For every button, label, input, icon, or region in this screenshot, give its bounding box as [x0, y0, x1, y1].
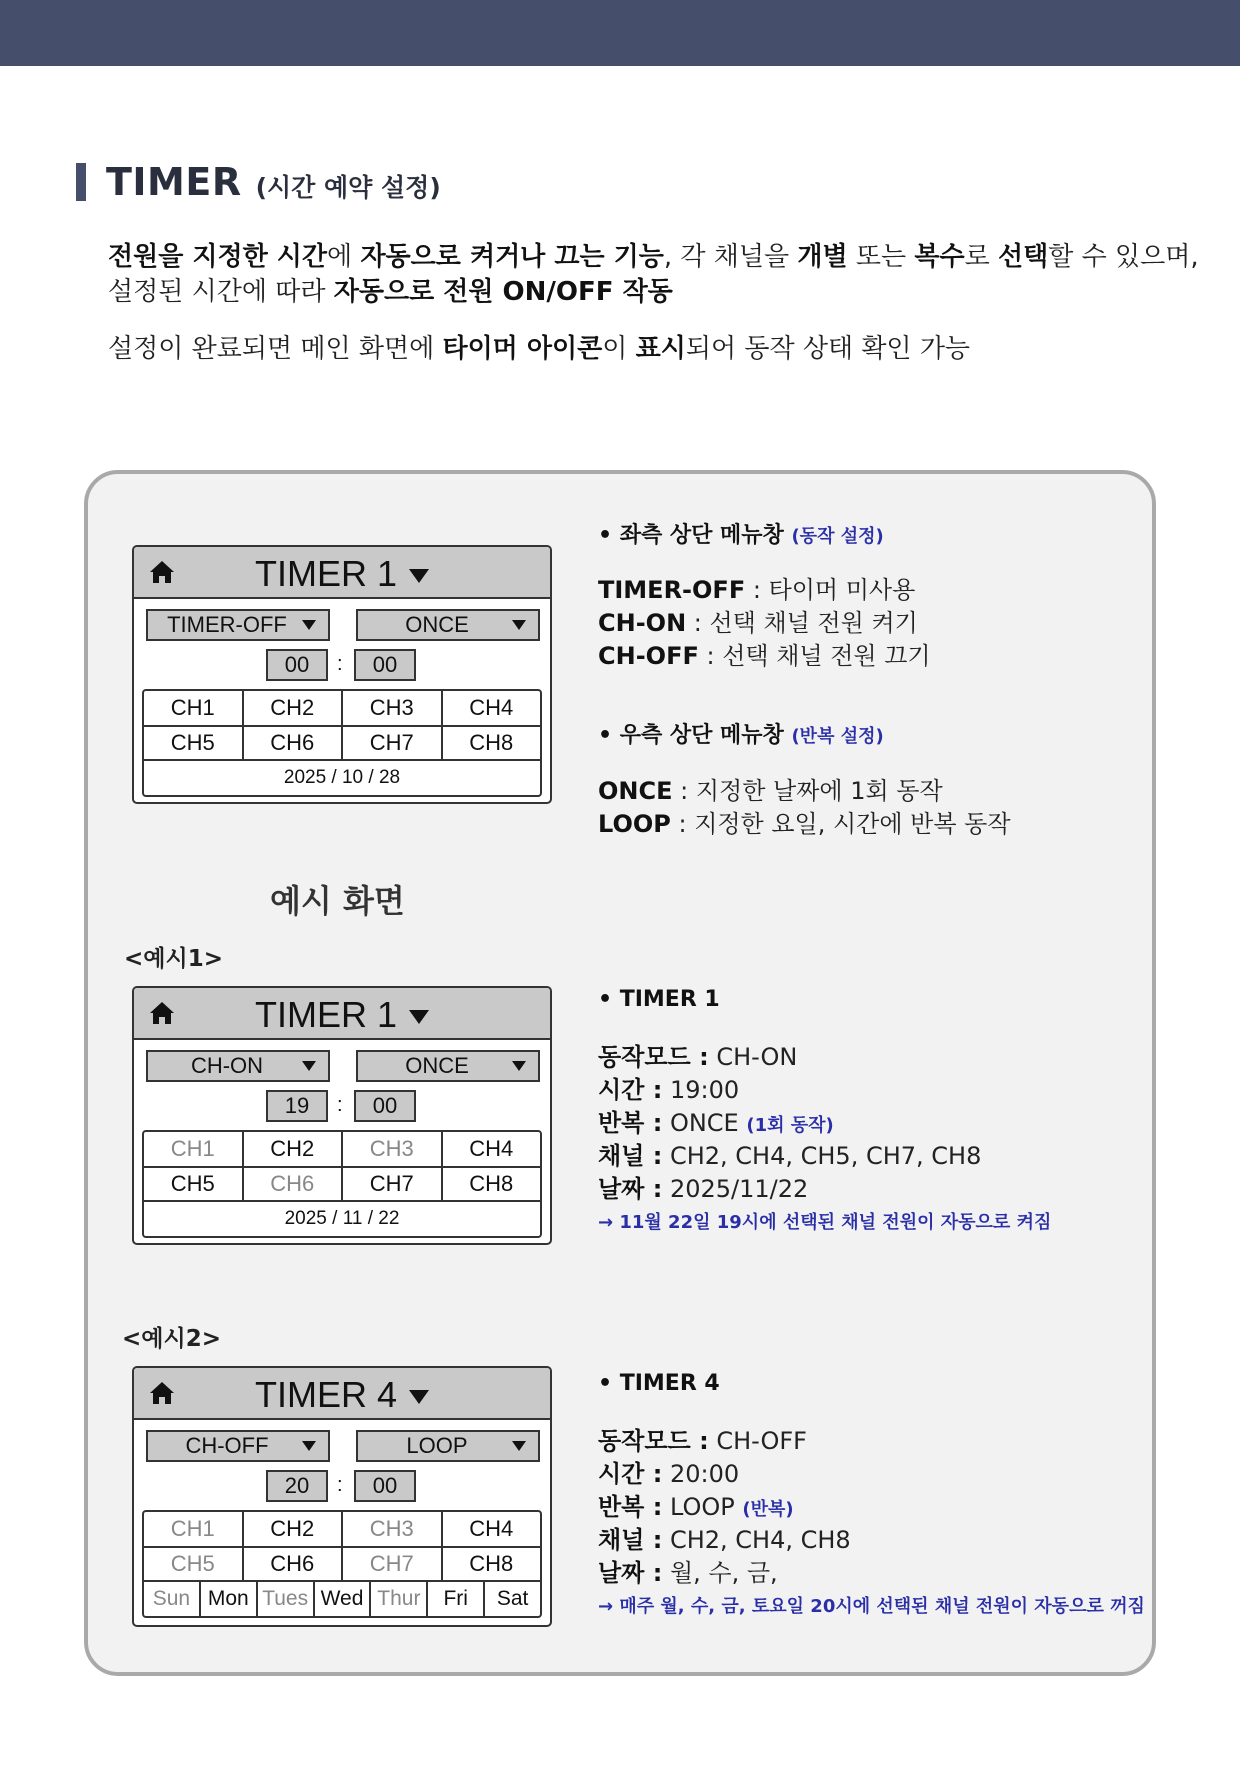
- screen-header: [134, 547, 550, 599]
- weekday-cell[interactable]: Sun: [152, 1587, 191, 1610]
- bold-text: 전원을 지정한 시간: [108, 242, 328, 272]
- screen-title-text: TIMER 1: [254, 994, 397, 1035]
- screen-header: [134, 988, 550, 1040]
- channel-cell[interactable]: CH6: [242, 1168, 342, 1200]
- menu-item-value: : 지정한 날짜에 1회 동작: [672, 777, 943, 805]
- dropdown-triangle-icon: [302, 620, 316, 630]
- repeat-value: ONCE: [405, 1053, 469, 1078]
- left-menu-heading: [598, 518, 884, 549]
- bold-text: 타이머 아이콘: [442, 334, 603, 364]
- channel-cell[interactable]: CH4: [441, 1132, 541, 1166]
- channel-grid: [142, 689, 542, 797]
- text: 되어 동작 상태 확인 가능: [685, 334, 971, 364]
- field-label: 채널 :: [598, 1526, 663, 1554]
- channel-cell[interactable]: CH6: [242, 727, 342, 759]
- menu-item-value: : 타이머 미사용: [745, 576, 916, 604]
- screen-title[interactable]: [134, 994, 550, 1036]
- left-menu-heading-text: • 좌측 상단 메뉴창: [598, 523, 784, 548]
- top-banner: [0, 0, 1240, 66]
- screen-title[interactable]: [134, 553, 550, 595]
- menu-item-key: TIMER-OFF: [598, 576, 746, 604]
- field-value: CH2, CH4, CH8: [662, 1526, 851, 1554]
- bold-text: 표시: [635, 334, 686, 364]
- example-2-days: [598, 1553, 778, 1588]
- section-title: [76, 160, 441, 204]
- mode-dropdown[interactable]: [146, 609, 330, 641]
- menu-item-key: ONCE: [598, 777, 673, 805]
- field-label: 동작모드 :: [598, 1043, 709, 1071]
- field-value: CH-ON: [708, 1043, 798, 1071]
- field-label: 시간 :: [598, 1076, 663, 1104]
- text: 에: [327, 242, 361, 272]
- example-1-note: → 11월 22일 19시에 선택된 채널 전원이 자동으로 켜짐: [598, 1212, 1052, 1233]
- mode-value: CH-OFF: [185, 1433, 269, 1458]
- dropdown-triangle-icon: [302, 1061, 316, 1071]
- channel-cell[interactable]: CH1: [170, 695, 215, 720]
- right-menu-heading-note: (반복 설정): [791, 726, 884, 747]
- menu-item-key: CH-ON: [598, 609, 687, 637]
- text: 이: [602, 334, 636, 364]
- example-1-channels: [598, 1136, 981, 1171]
- example-1-repeat: [598, 1103, 834, 1138]
- screen-header: [134, 1368, 550, 1420]
- example-1-label: <예시1>: [124, 946, 223, 972]
- repeat-note: (반복): [742, 1499, 794, 1520]
- field-value: 월, 수, 금,: [662, 1559, 778, 1587]
- example-1-heading: [598, 984, 720, 1012]
- time-colon: :: [337, 1474, 343, 1496]
- field-label: 반복 :: [598, 1493, 663, 1521]
- dropdown-triangle-icon: [302, 1441, 316, 1451]
- examples-heading: 예시 화면: [270, 882, 405, 920]
- page-subtitle: (시간 예약 설정): [255, 173, 441, 202]
- left-menu-heading-note: (동작 설정): [791, 526, 884, 547]
- channel-cell[interactable]: CH7: [341, 727, 441, 759]
- mode-dropdown[interactable]: [146, 1430, 330, 1462]
- channel-cell[interactable]: CH4: [441, 1512, 541, 1546]
- weekday-row: [144, 1580, 540, 1616]
- left-menu-item: [598, 603, 918, 638]
- repeat-dropdown[interactable]: [356, 609, 540, 641]
- menu-item-key: LOOP: [598, 810, 671, 838]
- text: 로: [964, 242, 999, 272]
- screen-title-text: TIMER 4: [254, 1374, 397, 1415]
- channel-cell[interactable]: CH2: [242, 691, 342, 725]
- hour-field[interactable]: 00: [266, 649, 328, 681]
- weekday-cell[interactable]: Sat: [483, 1582, 540, 1616]
- weekday-cell[interactable]: Fri: [426, 1582, 483, 1616]
- channel-cell[interactable]: CH1: [170, 1516, 215, 1541]
- bold-text: 복수: [914, 242, 965, 272]
- field-value: LOOP: [662, 1493, 743, 1521]
- channel-cell[interactable]: CH8: [441, 727, 541, 759]
- field-label: 동작모드 :: [598, 1427, 709, 1455]
- menu-item-value: : 선택 채널 전원 켜기: [686, 609, 918, 637]
- dropdown-triangle-icon: [512, 1061, 526, 1071]
- channel-cell[interactable]: CH3: [341, 1132, 441, 1166]
- repeat-dropdown[interactable]: [356, 1050, 540, 1082]
- menu-item-key: CH-OFF: [598, 642, 699, 670]
- left-menu-item: [598, 636, 931, 671]
- minute-field[interactable]: 00: [354, 649, 416, 681]
- example-2-heading-text: • TIMER 4: [598, 1371, 720, 1396]
- channel-cell[interactable]: CH1: [170, 1136, 215, 1161]
- field-label: 반복 :: [598, 1109, 663, 1137]
- channel-cell[interactable]: CH2: [242, 1132, 342, 1166]
- timer-screen-reference: [132, 545, 552, 804]
- field-value: ONCE: [662, 1109, 747, 1137]
- dropdown-triangle-icon: [512, 620, 526, 630]
- example-2-time: [598, 1454, 739, 1489]
- left-menu-item: [598, 570, 915, 605]
- channel-cell[interactable]: CH2: [242, 1512, 342, 1546]
- text: , 각 채널을: [663, 242, 798, 272]
- field-value: CH-OFF: [708, 1427, 807, 1455]
- channel-cell[interactable]: CH5: [170, 1171, 215, 1196]
- channel-cell[interactable]: CH4: [441, 691, 541, 725]
- example-2-heading: [598, 1368, 720, 1396]
- mode-value: CH-ON: [190, 1053, 264, 1078]
- screen-title-text: TIMER 1: [254, 553, 397, 594]
- example-2-note: → 매주 월, 수, 금, 토요일 20시에 선택된 채널 전원이 자동으로 꺼짐: [598, 1596, 1145, 1617]
- field-label: 날짜 :: [598, 1175, 663, 1203]
- mode-dropdown[interactable]: [146, 1050, 330, 1082]
- date-field[interactable]: 2025 / 10 / 28: [144, 759, 540, 795]
- field-value: 2025/11/22: [662, 1175, 809, 1203]
- timer-screen-example-2: [132, 1366, 552, 1627]
- dropdown-triangle-icon: [512, 1441, 526, 1451]
- right-menu-item: [598, 804, 1011, 839]
- weekday-cell[interactable]: Thur: [369, 1582, 426, 1616]
- example-1-time: [598, 1070, 739, 1105]
- repeat-note: (1회 동작): [746, 1115, 834, 1136]
- channel-cell[interactable]: CH7: [341, 1168, 441, 1200]
- field-label: 채널 :: [598, 1142, 663, 1170]
- right-menu-heading: [598, 718, 884, 749]
- text: 할 수 있으며,: [1048, 242, 1199, 272]
- example-1-mode: [598, 1037, 797, 1072]
- repeat-dropdown[interactable]: [356, 1430, 540, 1462]
- hour-field[interactable]: 19: [266, 1090, 328, 1122]
- menu-item-value: : 지정한 요일, 시간에 반복 동작: [670, 810, 1011, 838]
- weekday-cell[interactable]: Mon: [199, 1582, 256, 1616]
- channel-grid: [142, 1510, 542, 1618]
- right-menu-heading-text: • 우측 상단 메뉴창: [598, 723, 784, 748]
- bold-text: 자동으로 켜거나 끄는 기능: [360, 242, 664, 272]
- bold-text: 개별: [797, 242, 848, 272]
- dropdown-triangle-icon: [409, 569, 429, 583]
- title-accent-bar: [76, 163, 86, 201]
- channel-cell[interactable]: CH7: [341, 1548, 441, 1580]
- example-2-mode: [598, 1421, 807, 1456]
- intro-line-1: [108, 236, 1199, 273]
- hour-field[interactable]: 20: [266, 1470, 328, 1502]
- time-colon: :: [337, 1094, 343, 1116]
- channel-cell[interactable]: CH5: [170, 730, 215, 755]
- bold-text: 선택: [998, 242, 1049, 272]
- field-label: 시간 :: [598, 1460, 663, 1488]
- text: 설정된 시간에 따라: [108, 277, 334, 307]
- channel-cell[interactable]: CH8: [441, 1168, 541, 1200]
- channel-cell[interactable]: CH3: [341, 691, 441, 725]
- right-menu-item: [598, 771, 943, 806]
- repeat-value: LOOP: [406, 1433, 468, 1458]
- minute-field[interactable]: 00: [354, 1090, 416, 1122]
- dropdown-triangle-icon: [409, 1390, 429, 1404]
- field-label: 날짜 :: [598, 1559, 663, 1587]
- mode-value: TIMER-OFF: [167, 612, 287, 637]
- weekday-cell[interactable]: Tues: [256, 1582, 313, 1616]
- text: 또는: [847, 242, 915, 272]
- time-colon: :: [337, 653, 343, 675]
- intro-line-2: [108, 271, 673, 308]
- example-1-heading-text: • TIMER 1: [598, 987, 720, 1012]
- dropdown-triangle-icon: [409, 1010, 429, 1024]
- weekday-cell[interactable]: Wed: [313, 1582, 370, 1616]
- timer-screen-example-1: [132, 986, 552, 1245]
- channel-cell[interactable]: CH6: [242, 1548, 342, 1580]
- intro-line-3: [108, 328, 970, 365]
- page-title: TIMER: [106, 160, 242, 204]
- field-value: 20:00: [662, 1460, 740, 1488]
- channel-cell[interactable]: CH3: [341, 1512, 441, 1546]
- channel-cell[interactable]: CH8: [441, 1548, 541, 1580]
- field-value: CH2, CH4, CH5, CH7, CH8: [662, 1142, 982, 1170]
- bold-text: 자동으로 전원 ON/OFF 작동: [333, 277, 673, 307]
- text: 설정이 완료되면 메인 화면에: [108, 334, 443, 364]
- repeat-value: ONCE: [405, 612, 469, 637]
- example-2-channels: [598, 1520, 851, 1555]
- date-field[interactable]: 2025 / 11 / 22: [144, 1200, 540, 1236]
- field-value: 19:00: [662, 1076, 740, 1104]
- menu-item-value: : 선택 채널 전원 끄기: [698, 642, 931, 670]
- channel-cell[interactable]: CH5: [170, 1551, 215, 1576]
- example-1-date: [598, 1169, 808, 1204]
- example-2-repeat: [598, 1487, 794, 1522]
- channel-grid: [142, 1130, 542, 1238]
- example-2-label: <예시2>: [122, 1326, 221, 1352]
- minute-field[interactable]: 00: [354, 1470, 416, 1502]
- screen-title[interactable]: [134, 1374, 550, 1416]
